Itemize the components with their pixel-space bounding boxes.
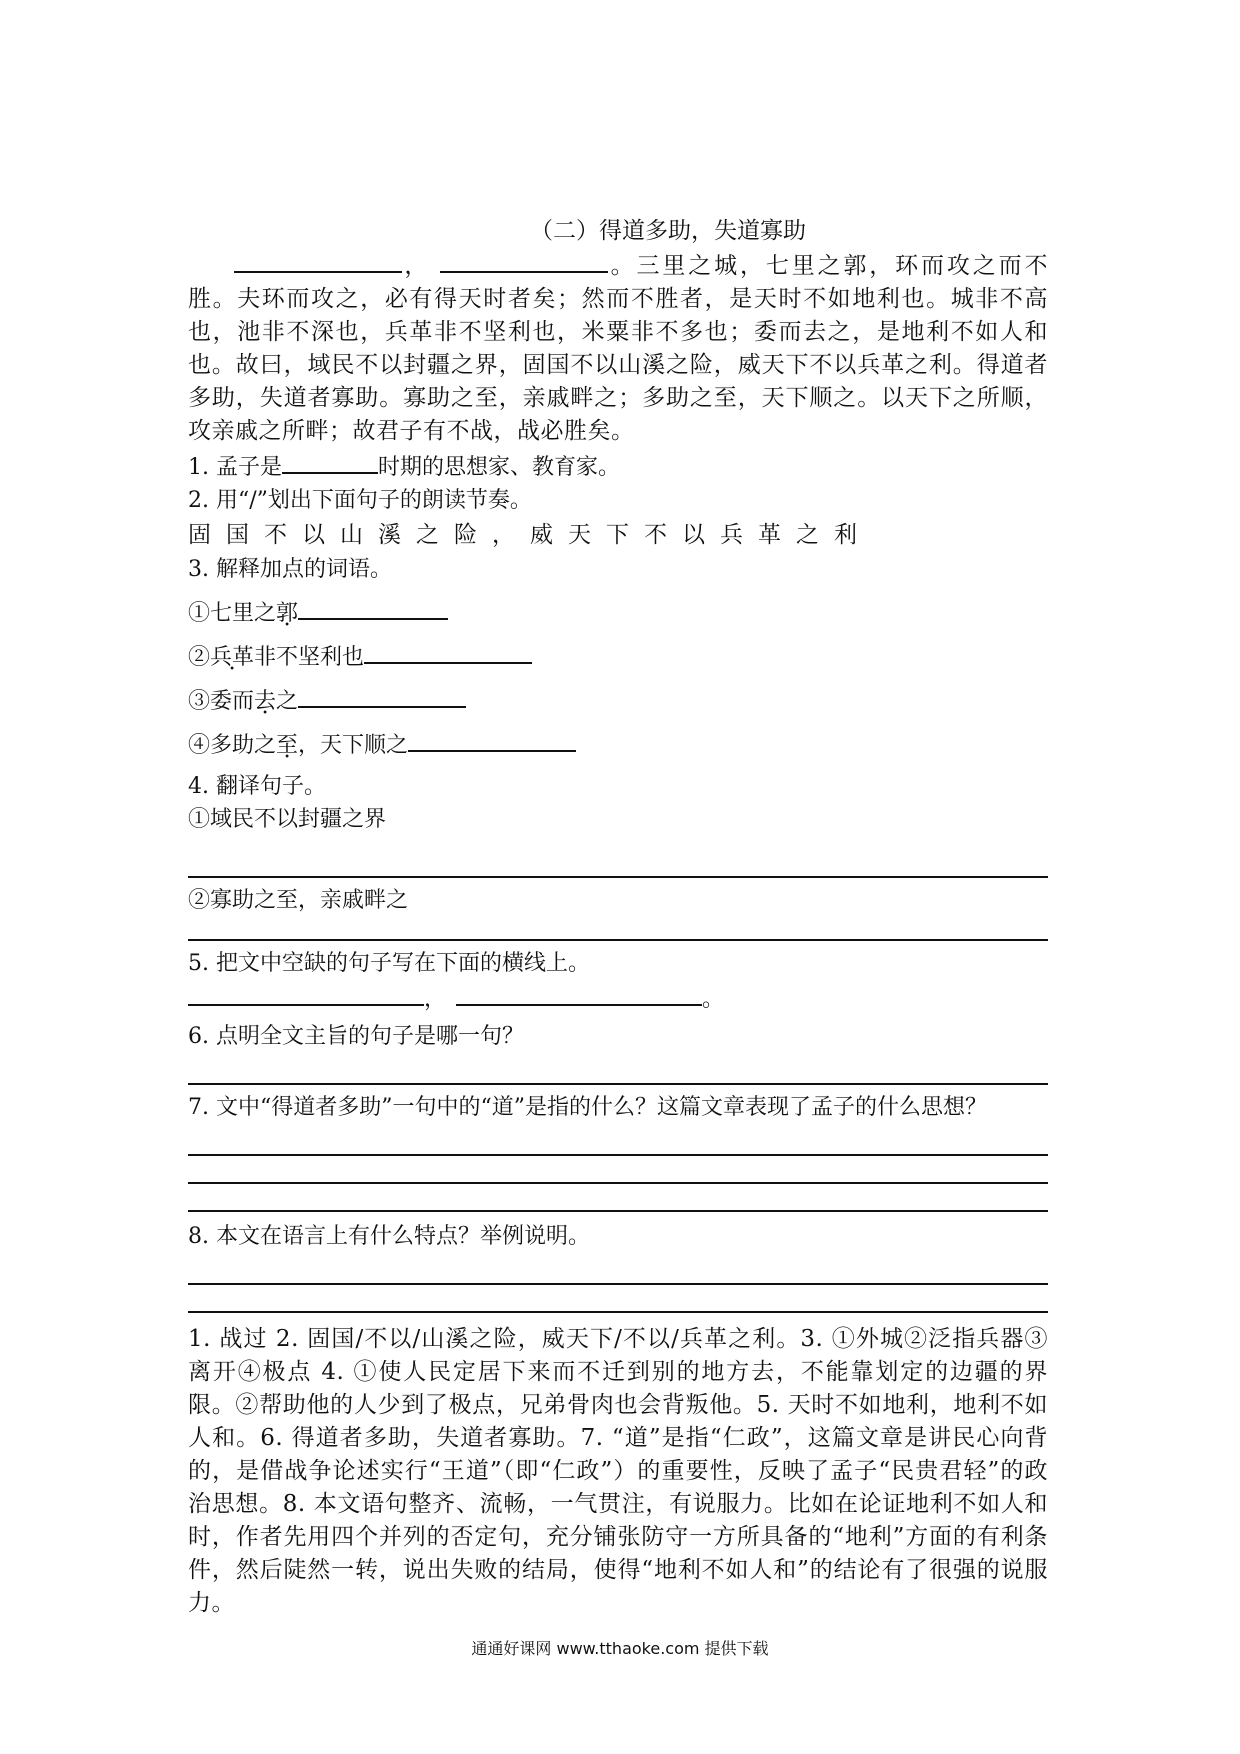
question-4-2: ②寡助之至，亲戚畔之 — [188, 888, 409, 913]
dotted-word: 至 — [276, 733, 299, 758]
answer-line-4-2[interactable] — [188, 917, 1048, 941]
question-4-1: ①域民不以封疆之界 — [188, 807, 387, 832]
question-3-items — [188, 594, 1048, 762]
question-2: 2. 用“/”划出下面句子的朗读节奏。 — [188, 488, 532, 513]
worksheet — [188, 215, 1048, 1620]
page-title: （二）得道多助，失道寡助 — [530, 218, 806, 244]
answer-line-8-2[interactable] — [188, 1285, 1048, 1313]
answer-line-8-1[interactable] — [188, 1253, 1048, 1285]
q3-blank[interactable] — [364, 638, 532, 664]
answer-key: 1. 战过 2. 固国/不以/山溪之险，威天下/不以/兵革之利。3. ①外城②泛指兵器③离开④极点 4. ①使人民定居下来而不迁到别的地方去，不能靠划定的边疆的界限。②帮助他的人少到了极点，兄弟骨肉也会背叛他。5. 天时不如地利，地利不如人和。6. 得道者多助，失道者寡助。7. “道”是指“仁政”，这篇文章是讲民心向背的，是借战争论述实行“王道”（即“仁政”）的重要性，反映了孟子“民贵君轻”的政治思想。8. 本文语句整齐、流畅，一气贯注，有说服力。比如在论证地利不如人和时，作者先用四个并列的否定句，充分铺张防守一方所具备的“地利”方面的有利条件，然后陡然一转，说出失败的结局，使得“地利不如人和”的结论有了很强的说服力。 — [188, 1326, 1048, 1616]
question-6: 6. 点明全文主旨的句子是哪一句？ — [188, 1024, 524, 1049]
dotted-word: 兵革 — [210, 645, 255, 670]
question-7: 7. 文中“得道者多助”一句中的“道”是指的什么？这篇文章表现了孟子的什么思想？ — [188, 1095, 987, 1120]
question-5: 5. 把文中空缺的句子写在下面的横线上。 — [188, 951, 590, 976]
answer-line-7-3[interactable] — [188, 1184, 1048, 1212]
q3-blank[interactable] — [298, 682, 466, 708]
q3-blank[interactable] — [408, 726, 576, 752]
question-3-item: ④多助之至，天下顺之 — [188, 726, 1048, 762]
answer-line-7-2[interactable] — [188, 1156, 1048, 1184]
question-3: 3. 解释加点的词语。 — [188, 557, 392, 582]
q5-blank-1[interactable] — [188, 980, 424, 1006]
q5-blank-2[interactable] — [456, 980, 702, 1006]
question-4: 4. 翻译句子。 — [188, 774, 326, 799]
question-2-sentence: 固国不以山溪之险，威天下不以兵革之利 — [188, 522, 872, 548]
answer-line-7-1[interactable] — [188, 1124, 1048, 1156]
q1-blank[interactable] — [282, 448, 378, 474]
question-8: 8. 本文在语言上有什么特点？举例说明。 — [188, 1224, 590, 1249]
question-3-item: ②兵革非不坚利也 — [188, 638, 1048, 674]
footer: 通通好课网 www.tthaoke.com 提供下载 — [471, 1639, 769, 1658]
passage-text: 。三里之城，七里之郭，环而攻之而不胜。夫环而攻之，必有得天时者矣；然而不胜者，是天时不如地利也。城非不高也，池非不深也，兵革非不坚利也，米粟非不多也；委而去之，是地利不如人和也。故曰，域民不以封疆之界，固国不以山溪之险，威天下不以兵革之利。得道者多助，失道者寡助。寡助之至，亲戚畔之；多助之至，天下顺之。以天下之所顺，攻亲戚之所畔；故君子有不战，战必胜矣。 — [188, 253, 1049, 444]
answer-line-6[interactable] — [188, 1053, 1048, 1085]
blank-2[interactable] — [440, 247, 608, 273]
question-5-blanks: ， 。 — [188, 980, 1048, 1016]
dotted-word: 去 — [254, 689, 277, 714]
blank-1[interactable] — [234, 247, 402, 273]
q3-blank[interactable] — [298, 594, 448, 620]
passage: ， 。三里之城，七里之郭，环而攻之而不胜。夫环而攻之，必有得天时者矣；然而不胜者，是天时不如地利也。城非不高也，池非不深也，兵革非不坚利也，米粟非不多也；委而去之，是地利不如人和也。故曰，域民不以封疆之界，固国不以山溪之险，威天下不以兵革之利。得道者多助，失道者寡助。寡助之至，亲戚畔之；多助之至，天下顺之。以天下之所顺，攻亲戚之所畔；故君子有不战，战必胜矣。 — [188, 247, 1048, 448]
question-3-item: ③委而去之 — [188, 682, 1048, 718]
dotted-word: 郭 — [276, 601, 299, 626]
question-1: 1. 孟子是 时期的思想家、教育家。 — [188, 448, 1048, 484]
answer-line-4-1[interactable] — [188, 836, 1048, 878]
question-3-item: ①七里之郭 — [188, 594, 1048, 630]
